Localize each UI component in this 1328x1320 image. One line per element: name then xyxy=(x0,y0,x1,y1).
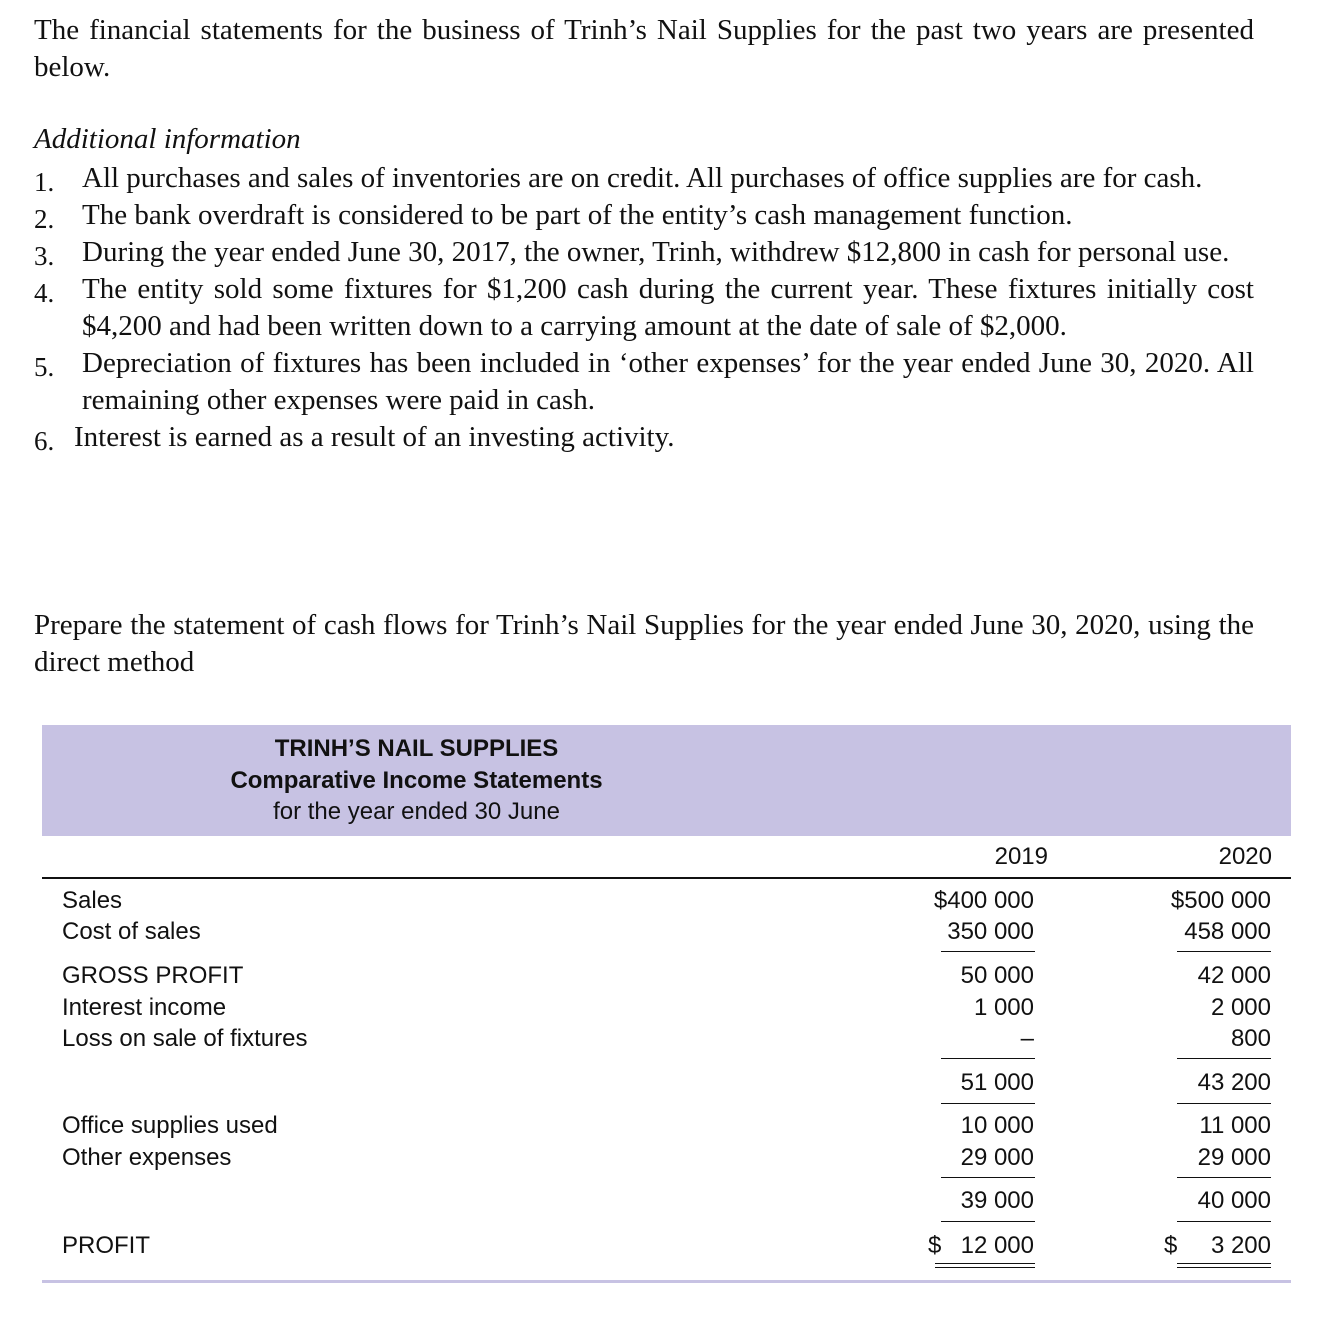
list-text: During the year ended June 30, 2017, the owner, Trinh, withdrew $12,800 in cash for personal use. xyxy=(82,236,1230,268)
row-label-sales: Sales xyxy=(62,887,123,914)
list-text: All purchases and sales of inventories are on credit. All purchases of office supplies are for cash. xyxy=(82,162,1203,194)
value-interest-2019: 1 000 xyxy=(973,994,1034,1021)
list-number: 1. xyxy=(34,167,55,197)
value-sales-2020: $500 000 xyxy=(1170,887,1271,914)
value-profit-2020: 3 200 xyxy=(1210,1232,1271,1259)
list-number: 3. xyxy=(34,241,55,271)
list-text: The bank overdraft is considered to be part of the entity’s cash management function. xyxy=(82,199,1073,231)
double-underline xyxy=(935,1267,1035,1268)
underline xyxy=(1177,1103,1271,1104)
value-profit-2019: 12 000 xyxy=(960,1232,1034,1259)
underline xyxy=(1177,1177,1271,1178)
list-item xyxy=(34,234,1254,271)
underline xyxy=(1177,951,1271,952)
list-number: 6. xyxy=(34,426,55,456)
value-subtotal-2020: 43 200 xyxy=(1197,1069,1271,1096)
intro-paragraph: The financial statements for the business of Trinh’s Nail Supplies for the past two years are presented below. xyxy=(34,14,1254,83)
list-text: Depreciation of fixtures has been included in ‘other expenses’ for the year ended June 30, 2020. All remaining other expenses were paid in cash. xyxy=(82,347,1254,416)
row-label-other-expenses: Other expenses xyxy=(62,1144,232,1171)
underline xyxy=(941,1221,1035,1222)
value-office-2019: 10 000 xyxy=(960,1112,1034,1139)
statement-title: TRINH’S NAIL SUPPLIES xyxy=(274,735,559,762)
value-cos-2019: 350 000 xyxy=(947,918,1034,945)
column-header-2020: 2020 xyxy=(1218,843,1272,870)
row-label-profit: PROFIT xyxy=(62,1232,150,1259)
value-interest-2020: 2 000 xyxy=(1210,994,1271,1021)
underline xyxy=(1177,1221,1271,1222)
value-loss-2020: 800 xyxy=(1230,1025,1271,1052)
currency-symbol: $ xyxy=(928,1232,942,1259)
double-underline xyxy=(1177,1267,1271,1268)
list-item xyxy=(34,160,1254,197)
value-office-2020: 11 000 xyxy=(1199,1112,1271,1139)
row-label-gross-profit: GROSS PROFIT xyxy=(62,962,244,989)
list-number: 5. xyxy=(34,352,55,382)
underline xyxy=(941,1058,1035,1059)
value-gross-2020: 42 000 xyxy=(1197,962,1271,989)
value-cos-2020: 458 000 xyxy=(1184,918,1271,945)
value-loss-2019: – xyxy=(1020,1025,1034,1052)
value-sales-2019: $400 000 xyxy=(933,887,1034,914)
additional-info-heading: Additional information xyxy=(34,123,301,155)
task-paragraph: Prepare the statement of cash flows for Trinh’s Nail Supplies for the year ended June 30, 2020, using the direct method xyxy=(34,609,1254,678)
value-expenses-2019: 39 000 xyxy=(960,1187,1034,1214)
double-underline xyxy=(1177,1263,1271,1264)
list-text: The entity sold some fixtures for $1,200 cash during the current year. These fixtures initially cost $4,200 and had been written down to a carrying amount at the date of sale of $2,000. xyxy=(82,273,1254,342)
list-item xyxy=(34,419,1254,456)
statement-subtitle: Comparative Income Statements xyxy=(230,767,603,794)
value-subtotal-2019: 51 000 xyxy=(960,1069,1034,1096)
double-underline xyxy=(935,1263,1035,1264)
value-other-2020: 29 000 xyxy=(1197,1144,1271,1171)
value-other-2019: 29 000 xyxy=(960,1144,1034,1171)
underline xyxy=(941,951,1035,952)
additional-info-list xyxy=(34,160,1254,456)
value-expenses-2020: 40 000 xyxy=(1197,1187,1271,1214)
column-header-2019: 2019 xyxy=(994,843,1048,870)
list-number: 2. xyxy=(34,204,55,234)
list-item xyxy=(34,197,1254,234)
underline xyxy=(941,1177,1035,1178)
row-label-interest-income: Interest income xyxy=(62,994,227,1021)
underline xyxy=(941,1103,1035,1104)
header-rule xyxy=(42,877,1291,879)
value-gross-2019: 50 000 xyxy=(960,962,1034,989)
list-text: Interest is earned as a result of an investing activity. xyxy=(74,421,675,453)
currency-symbol: $ xyxy=(1164,1232,1178,1259)
row-label-cost-of-sales: Cost of sales xyxy=(62,918,201,945)
list-number: 4. xyxy=(34,278,55,308)
statement-period: for the year ended 30 June xyxy=(273,798,560,825)
underline xyxy=(1177,1058,1271,1059)
list-item xyxy=(34,271,1254,345)
list-item xyxy=(34,345,1254,419)
income-statement xyxy=(42,725,1291,1285)
footer-rule xyxy=(42,1280,1291,1283)
row-label-office-supplies: Office supplies used xyxy=(62,1112,278,1139)
row-label-loss-on-sale: Loss on sale of fixtures xyxy=(62,1025,308,1052)
